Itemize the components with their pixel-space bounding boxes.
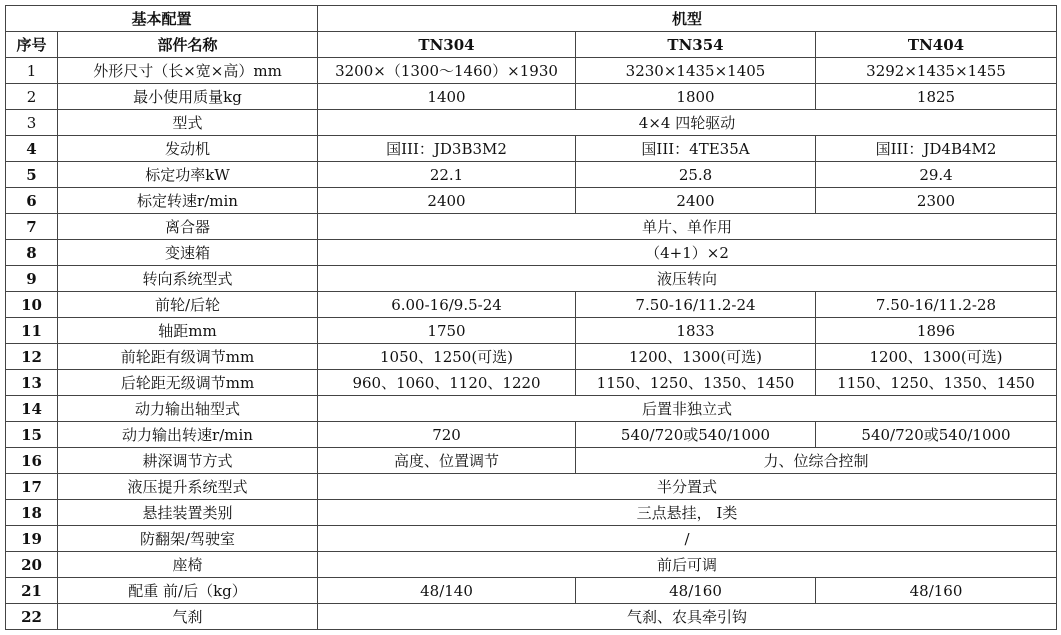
value-cell: 3230×1435×1405 <box>576 58 816 84</box>
value-cell: 1200、1300(可选) <box>816 344 1057 370</box>
row-number: 12 <box>6 344 58 370</box>
value-cell: 48/140 <box>318 578 576 604</box>
value-cell: 单片、单作用 <box>318 214 1057 240</box>
row-number: 22 <box>6 604 58 630</box>
value-cell: 高度、位置调节 <box>318 448 576 474</box>
part-name-cell: 型式 <box>58 110 318 136</box>
value-cell: 720 <box>318 422 576 448</box>
part-name-cell: 悬挂装置类别 <box>58 500 318 526</box>
spec-table-body <box>6 6 1057 630</box>
table-row <box>6 344 1057 370</box>
table-row <box>6 474 1057 500</box>
value-cell: 1400 <box>318 84 576 110</box>
table-row <box>6 604 1057 630</box>
part-name-cell: 离合器 <box>58 214 318 240</box>
table-row <box>6 240 1057 266</box>
header-row-top <box>6 6 1057 32</box>
value-cell: 2400 <box>576 188 816 214</box>
row-number: 20 <box>6 552 58 578</box>
row-number: 5 <box>6 162 58 188</box>
basic-config-header: 基本配置 <box>6 6 318 32</box>
row-number: 8 <box>6 240 58 266</box>
part-name-cell: 动力输出轴型式 <box>58 396 318 422</box>
spec-table <box>5 5 1057 630</box>
value-cell: 力、位综合控制 <box>576 448 1057 474</box>
value-cell: 6.00-16/9.5-24 <box>318 292 576 318</box>
table-row <box>6 110 1057 136</box>
part-name-cell: 气刹 <box>58 604 318 630</box>
value-cell: 540/720或540/1000 <box>576 422 816 448</box>
value-cell: 国III：4TE35A <box>576 136 816 162</box>
row-number: 10 <box>6 292 58 318</box>
value-cell: 液压转向 <box>318 266 1057 292</box>
value-cell: 1896 <box>816 318 1057 344</box>
value-cell: 国III：JD3B3M2 <box>318 136 576 162</box>
part-name-cell: 配重 前/后（kg） <box>58 578 318 604</box>
row-number: 19 <box>6 526 58 552</box>
value-cell: 29.4 <box>816 162 1057 188</box>
table-row <box>6 552 1057 578</box>
table-row <box>6 214 1057 240</box>
row-number: 6 <box>6 188 58 214</box>
table-row <box>6 578 1057 604</box>
seq-header: 序号 <box>6 32 58 58</box>
value-cell: 2400 <box>318 188 576 214</box>
table-row <box>6 58 1057 84</box>
row-number: 9 <box>6 266 58 292</box>
value-cell: （4+1）×2 <box>318 240 1057 266</box>
value-cell: 1200、1300(可选) <box>576 344 816 370</box>
part-name-cell: 前轮距有级调节mm <box>58 344 318 370</box>
table-row <box>6 396 1057 422</box>
value-cell: 48/160 <box>576 578 816 604</box>
part-name-cell: 动力输出转速r/min <box>58 422 318 448</box>
part-name-cell: 变速箱 <box>58 240 318 266</box>
row-number: 4 <box>6 136 58 162</box>
value-cell: 7.50-16/11.2-24 <box>576 292 816 318</box>
value-cell: 48/160 <box>816 578 1057 604</box>
model-tn304-header: TN304 <box>318 32 576 58</box>
value-cell: 540/720或540/1000 <box>816 422 1057 448</box>
part-name-cell: 液压提升系统型式 <box>58 474 318 500</box>
model-tn404-header: TN404 <box>816 32 1057 58</box>
row-number: 1 <box>6 58 58 84</box>
table-row <box>6 266 1057 292</box>
model-tn354-header: TN354 <box>576 32 816 58</box>
header-row-columns <box>6 32 1057 58</box>
value-cell: 1050、1250(可选) <box>318 344 576 370</box>
table-row <box>6 526 1057 552</box>
value-cell: 2300 <box>816 188 1057 214</box>
value-cell: 7.50-16/11.2-28 <box>816 292 1057 318</box>
part-name-cell: 外形尺寸（长×宽×高）mm <box>58 58 318 84</box>
part-name-cell: 轴距mm <box>58 318 318 344</box>
row-number: 15 <box>6 422 58 448</box>
row-number: 14 <box>6 396 58 422</box>
row-number: 7 <box>6 214 58 240</box>
table-row <box>6 370 1057 396</box>
row-number: 3 <box>6 110 58 136</box>
value-cell: 1833 <box>576 318 816 344</box>
row-number: 16 <box>6 448 58 474</box>
value-cell: 1150、1250、1350、1450 <box>816 370 1057 396</box>
row-number: 18 <box>6 500 58 526</box>
part-name-cell: 座椅 <box>58 552 318 578</box>
part-name-cell: 前轮/后轮 <box>58 292 318 318</box>
part-name-cell: 标定功率kW <box>58 162 318 188</box>
part-name-cell: 转向系统型式 <box>58 266 318 292</box>
part-name-header: 部件名称 <box>58 32 318 58</box>
value-cell: 960、1060、1120、1220 <box>318 370 576 396</box>
value-cell: 22.1 <box>318 162 576 188</box>
table-row <box>6 448 1057 474</box>
value-cell: 三点悬挂， Ⅰ类 <box>318 500 1057 526</box>
row-number: 11 <box>6 318 58 344</box>
table-row <box>6 188 1057 214</box>
value-cell: 25.8 <box>576 162 816 188</box>
value-cell: 气刹、农具牵引钩 <box>318 604 1057 630</box>
table-row <box>6 162 1057 188</box>
part-name-cell: 发动机 <box>58 136 318 162</box>
table-row <box>6 500 1057 526</box>
row-number: 2 <box>6 84 58 110</box>
part-name-cell: 最小使用质量kg <box>58 84 318 110</box>
value-cell: 3292×1435×1455 <box>816 58 1057 84</box>
value-cell: 1750 <box>318 318 576 344</box>
row-number: 17 <box>6 474 58 500</box>
table-row <box>6 84 1057 110</box>
part-name-cell: 防翻架/驾驶室 <box>58 526 318 552</box>
row-number: 13 <box>6 370 58 396</box>
value-cell: 后置非独立式 <box>318 396 1057 422</box>
value-cell: 国III：JD4B4M2 <box>816 136 1057 162</box>
part-name-cell: 标定转速r/min <box>58 188 318 214</box>
row-number: 21 <box>6 578 58 604</box>
value-cell: 4×4 四轮驱动 <box>318 110 1057 136</box>
value-cell: 1150、1250、1350、1450 <box>576 370 816 396</box>
value-cell: 半分置式 <box>318 474 1057 500</box>
value-cell: 3200×（1300～1460）×1930 <box>318 58 576 84</box>
table-row <box>6 292 1057 318</box>
table-row <box>6 136 1057 162</box>
value-cell: 1800 <box>576 84 816 110</box>
value-cell: 前后可调 <box>318 552 1057 578</box>
value-cell: 1825 <box>816 84 1057 110</box>
part-name-cell: 后轮距无级调节mm <box>58 370 318 396</box>
part-name-cell: 耕深调节方式 <box>58 448 318 474</box>
table-row <box>6 422 1057 448</box>
model-header: 机型 <box>318 6 1057 32</box>
value-cell: / <box>318 526 1057 552</box>
table-row <box>6 318 1057 344</box>
